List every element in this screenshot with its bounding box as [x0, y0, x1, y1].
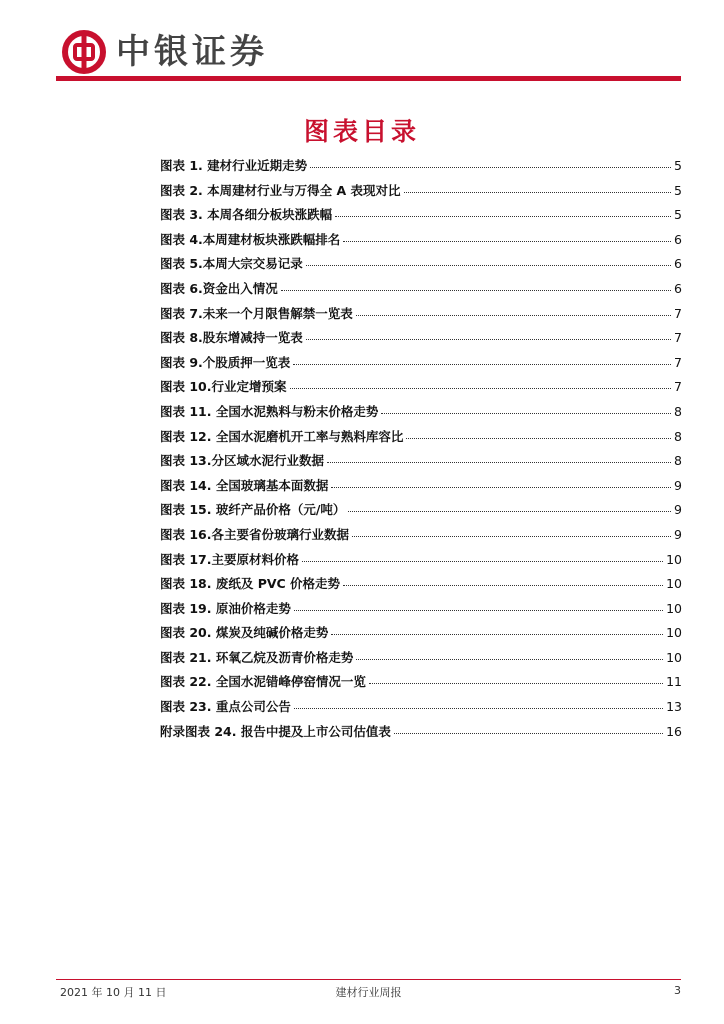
toc-entry-label[interactable]: 图表 19. 原油价格走势	[160, 600, 291, 616]
toc-leader-dots	[343, 575, 663, 586]
toc-entry[interactable]	[160, 623, 682, 648]
toc-entry-page: 7	[674, 354, 682, 370]
toc-entry-label[interactable]: 图表 4.本周建材板块涨跌幅排名	[160, 231, 341, 247]
toc-entry[interactable]	[160, 328, 682, 353]
toc-entry-label[interactable]: 图表 23. 重点公司公告	[160, 699, 291, 715]
toc-entry-label[interactable]: 图表 16.各主要省份玻璃行业数据	[160, 526, 349, 542]
toc-leader-dots	[327, 452, 671, 463]
toc-entry-page: 11	[666, 674, 682, 690]
toc-entry[interactable]	[160, 500, 682, 525]
toc-entry[interactable]	[160, 205, 682, 230]
toc-leader-dots	[352, 526, 671, 537]
toc-entry-page: 10	[666, 649, 682, 665]
toc-entry-page: 10	[666, 600, 682, 616]
toc-entry-label[interactable]: 图表 12. 全国水泥磨机开工率与熟料库容比	[160, 428, 404, 444]
toc-leader-dots	[394, 723, 663, 734]
toc-leader-dots	[343, 231, 671, 242]
toc-entry[interactable]	[160, 722, 682, 747]
toc-entry[interactable]	[160, 648, 682, 673]
toc-entry[interactable]	[160, 599, 682, 624]
toc-entry-page: 8	[674, 403, 682, 419]
toc-entry-label[interactable]: 图表 18. 废纸及 PVC 价格走势	[160, 576, 341, 592]
footer-page-number: 3	[674, 984, 681, 997]
toc-entry-page: 7	[674, 379, 682, 395]
toc-leader-dots	[310, 157, 671, 168]
toc-leader-dots	[381, 403, 671, 414]
toc-entry-page: 5	[674, 207, 682, 223]
toc-entry-page: 16	[666, 723, 682, 739]
toc-entry[interactable]	[160, 672, 682, 697]
toc-leader-dots	[294, 600, 663, 611]
toc-entry-label[interactable]: 图表 15. 玻纤产品价格（元/吨）	[160, 502, 346, 518]
toc-entry[interactable]	[160, 697, 682, 722]
table-of-figures	[160, 156, 682, 746]
toc-leader-dots	[306, 255, 671, 266]
toc-entry-label[interactable]: 图表 20. 煤炭及纯碱价格走势	[160, 625, 329, 641]
toc-leader-dots	[306, 329, 671, 340]
toc-entry[interactable]	[160, 254, 682, 279]
toc-leader-dots	[404, 182, 672, 193]
toc-entry[interactable]	[160, 427, 682, 452]
toc-entry-page: 9	[674, 526, 682, 542]
toc-entry-page: 13	[666, 699, 682, 715]
toc-entry-label[interactable]: 图表 13.分区域水泥行业数据	[160, 453, 324, 469]
toc-entry-label[interactable]: 图表 5.本周大宗交易记录	[160, 256, 303, 272]
footer-divider	[56, 979, 681, 980]
toc-entry[interactable]	[160, 525, 682, 550]
toc-entry-label[interactable]: 图表 22. 全国水泥错峰停窑情况一览	[160, 674, 366, 690]
toc-entry[interactable]	[160, 402, 682, 427]
toc-leader-dots	[331, 477, 671, 488]
toc-entry[interactable]	[160, 476, 682, 501]
toc-entry-label[interactable]: 图表 8.股东增减持一览表	[160, 330, 303, 346]
toc-entry-label[interactable]: 图表 10.行业定增预案	[160, 379, 287, 395]
page-footer	[56, 984, 681, 1000]
toc-leader-dots	[356, 305, 671, 316]
brand-name: 中银证券	[116, 32, 268, 72]
toc-leader-dots	[293, 354, 671, 365]
toc-entry-page: 5	[674, 158, 682, 173]
toc-leader-dots	[281, 280, 671, 291]
toc-entry-label[interactable]: 图表 1. 建材行业近期走势	[160, 158, 308, 173]
toc-leader-dots	[356, 649, 663, 660]
toc-entry-page: 5	[674, 182, 682, 198]
toc-entry-page: 8	[674, 453, 682, 469]
toc-entry-label[interactable]: 图表 2. 本周建材行业与万得全 A 表现对比	[160, 182, 401, 198]
toc-leader-dots	[331, 624, 663, 635]
toc-entry[interactable]	[160, 304, 682, 329]
toc-entry-page: 10	[666, 576, 682, 592]
toc-entry-label[interactable]: 图表 21. 环氧乙烷及沥青价格走势	[160, 649, 354, 665]
toc-entry[interactable]	[160, 279, 682, 304]
toc-leader-dots	[406, 428, 671, 439]
toc-entry[interactable]	[160, 377, 682, 402]
toc-entry-label[interactable]: 图表 17.主要原材料价格	[160, 551, 299, 567]
toc-entry-page: 7	[674, 305, 682, 321]
toc-entry-label[interactable]: 附录图表 24. 报告中提及上市公司估值表	[160, 723, 391, 739]
toc-leader-dots	[294, 698, 663, 709]
header-divider	[56, 76, 681, 81]
toc-entry[interactable]	[160, 451, 682, 476]
toc-entry-label[interactable]: 图表 14. 全国玻璃基本面数据	[160, 477, 329, 493]
toc-entry-label[interactable]: 图表 9.个股质押一览表	[160, 354, 291, 370]
footer-date: 2021 年 10 月 11 日	[60, 986, 167, 999]
toc-entry-page: 8	[674, 428, 682, 444]
page-title: 图表目录	[303, 117, 420, 146]
toc-entry-page: 6	[674, 280, 682, 296]
toc-entry[interactable]	[160, 550, 682, 575]
toc-entry-page: 7	[674, 330, 682, 346]
toc-leader-dots	[335, 206, 671, 217]
toc-entry[interactable]	[160, 230, 682, 255]
toc-entry-label[interactable]: 图表 11. 全国水泥熟料与粉末价格走势	[160, 403, 379, 419]
toc-leader-dots	[302, 551, 663, 562]
toc-entry-label[interactable]: 图表 3. 本周各细分板块涨跌幅	[160, 207, 333, 223]
toc-entry-page: 10	[666, 551, 682, 567]
toc-entry-page: 9	[674, 502, 682, 518]
toc-entry[interactable]	[160, 574, 682, 599]
toc-entry-label[interactable]: 图表 6.资金出入情况	[160, 280, 278, 296]
toc-entry-page: 6	[674, 231, 682, 247]
toc-entry[interactable]	[160, 156, 682, 181]
toc-leader-dots	[290, 378, 672, 389]
toc-entry-label[interactable]: 图表 7.未来一个月限售解禁一览表	[160, 305, 353, 321]
toc-entry-page: 9	[674, 477, 682, 493]
toc-entry[interactable]	[160, 353, 682, 378]
toc-leader-dots	[369, 673, 663, 684]
toc-entry[interactable]	[160, 181, 682, 206]
toc-entry-page: 10	[666, 625, 682, 641]
toc-leader-dots	[348, 501, 671, 512]
toc-entry-page: 6	[674, 256, 682, 272]
footer-report-type: 建材行业周报	[335, 986, 402, 999]
bank-of-china-logo-icon	[62, 30, 106, 74]
